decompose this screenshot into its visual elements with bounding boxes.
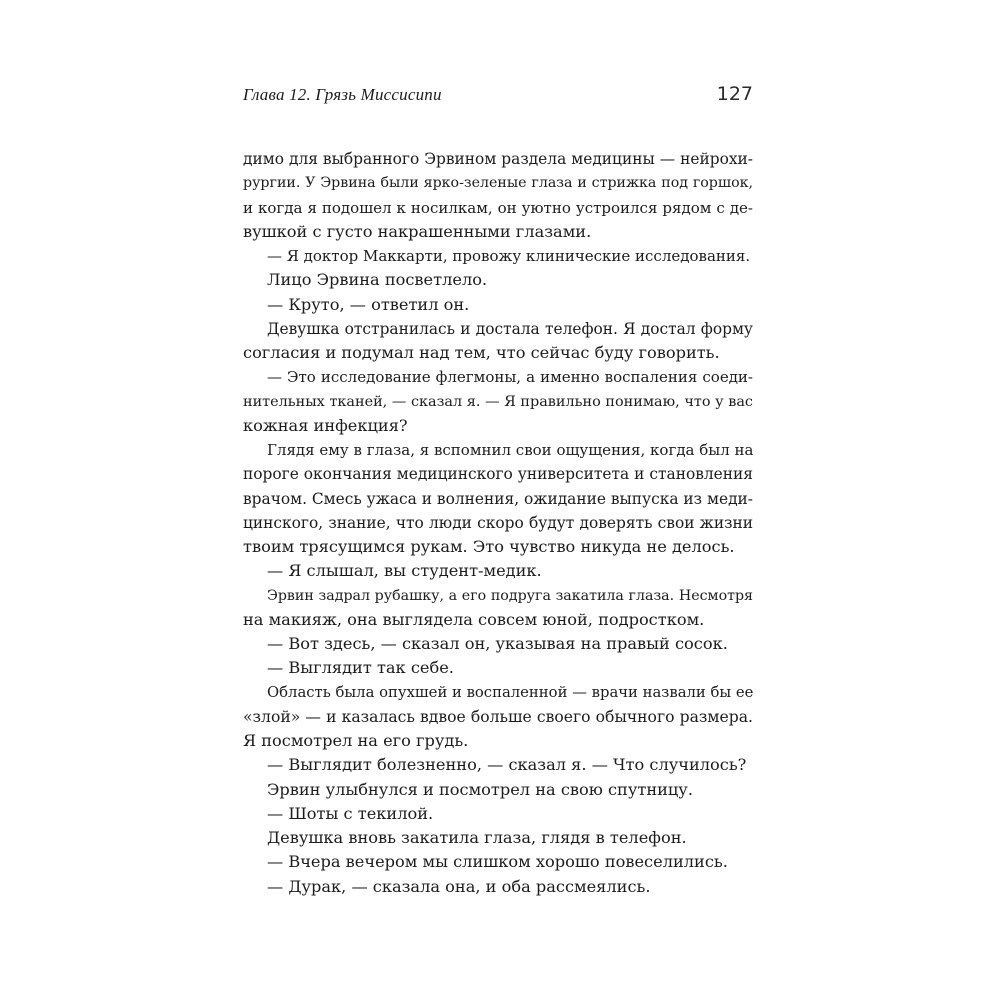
text-line: «злой» — и казалась вдвое больше своего обычного размера. <box>243 707 753 726</box>
text-line: — Круто, — ответил он. <box>267 294 470 314</box>
text-line: — Я слышал, вы студент-медик. <box>267 561 542 581</box>
text-line: твоим трясущимся рукам. Это чувство никуда не делось. <box>243 537 735 556</box>
text-line: нительных тканей, — сказал я. — Я правильно понимаю, что у вас <box>243 393 753 410</box>
text-line: кожная инфекция? <box>243 415 408 435</box>
text-line: Девушка отстранилась и достала телефон. Я достал форму <box>267 319 753 338</box>
text-line: Эрвин улыбнулся и посмотрел на свою спутницу. <box>267 779 693 799</box>
text-line: — Вот здесь, — сказал он, указывая на правый сосок. <box>267 634 728 653</box>
text-line: рургии. У Эрвина были ярко-зеленые глаза и стрижка под горшок, <box>243 175 753 192</box>
text-line: Я посмотрел на его грудь. <box>243 731 469 750</box>
text-line: Девушка вновь закатила глаза, глядя в телефон. <box>267 828 687 847</box>
page-header <box>243 83 753 107</box>
text-line: и когда я подошел к носилкам, он уютно устроился рядом с де- <box>243 198 753 217</box>
text-line: — Шоты с текилой. <box>267 803 434 823</box>
text-line: Эрвин задрал рубашку, а его подруга закатила глаза. Несмотря <box>267 587 753 604</box>
body-text <box>243 147 753 899</box>
text-line: — Это исследование флегмоны, а именно воспаления соеди- <box>267 368 753 387</box>
text-line: Лицо Эрвина посветлело. <box>267 270 488 290</box>
text-line: на макияж, она выглядела совсем юной, подростком. <box>243 609 705 629</box>
text-line: — Выглядит так себе. <box>267 658 454 678</box>
text-line: — Выглядит болезненно, — сказал я. — Что случилось? <box>267 755 747 775</box>
text-line: вушкой с густо накрашенными глазами. <box>243 221 592 241</box>
text-line: — Вчера вечером мы слишком хорошо повеселились. <box>267 852 728 872</box>
text-line: пороге окончания медицинского университета и становления <box>243 465 753 484</box>
text-line: — Я доктор Маккарти, провожу клинические исследования. <box>267 247 751 265</box>
page-number: 127 <box>716 83 753 105</box>
text-line: цинского, знание, что люди скоро будут доверять свои жизни <box>243 513 753 532</box>
text-line: Область была опухшей и воспаленной — врачи назвали бы ее <box>267 683 754 701</box>
text-line: Глядя ему в глаза, я вспомнил свои ощущения, когда был на <box>267 441 754 459</box>
text-line: димо для выбранного Эрвином раздела медицины — нейрохи- <box>243 150 753 168</box>
running-head: Глава 12. Грязь Миссисипи <box>243 85 442 104</box>
text-line: — Дурак, — сказала она, и оба рассмеялись. <box>267 876 651 896</box>
text-line: согласия и подумал над тем, что сейчас буду говорить. <box>243 343 720 362</box>
text-line: врачом. Смесь ужаса и волнения, ожидание выпуска из меди- <box>243 489 753 508</box>
